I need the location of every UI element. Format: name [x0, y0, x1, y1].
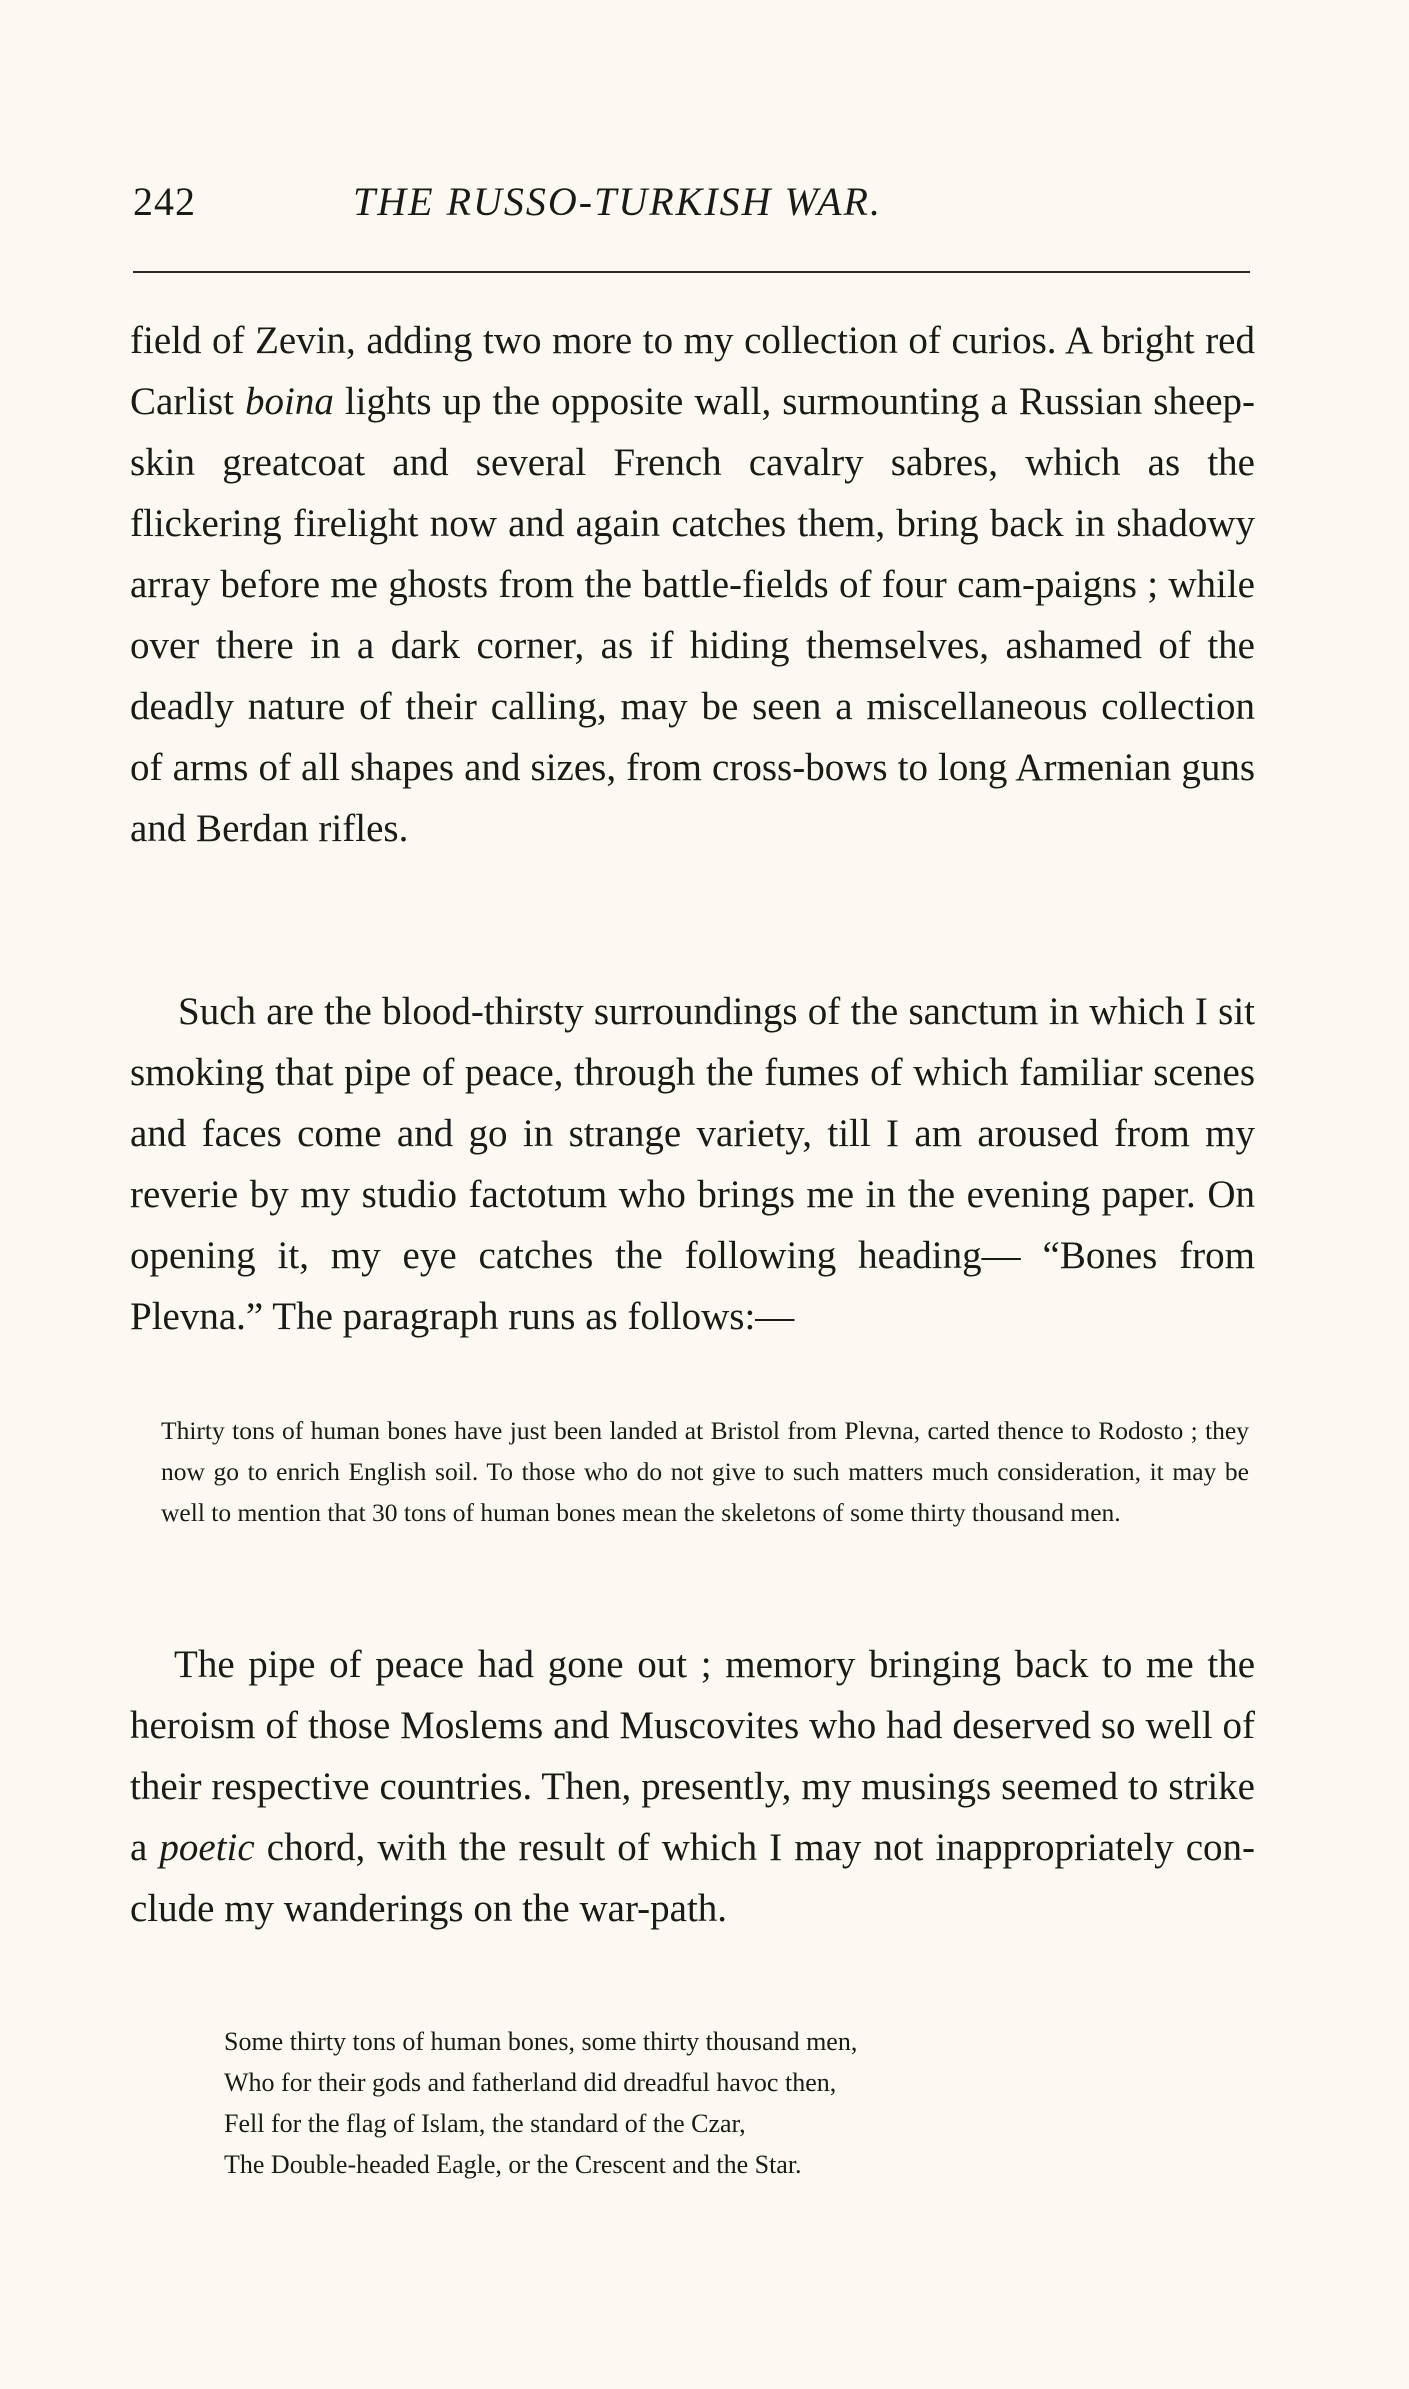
poem — [224, 2021, 1224, 2185]
poem-line: Fell for the flag of Islam, the standard of the Czar, — [224, 2109, 746, 2138]
paragraph-1-text-b: lights up the opposite wall, surmounting a Russian sheep-skin greatcoat and several French cavalry sabres, which as the flickering firelight now and again catches them, bring back in shadowy array before me ghosts from the battle-fields of four cam-paigns ; while over there in a dark corner, as if hiding themselves, ashamed of the deadly nature of their calling, may be seen a miscellaneous collection of arms of all shapes and sizes, from cross-bows to long Armenian guns and Berdan rifles. — [130, 380, 1255, 850]
newspaper-quote: Thirty tons of human bones have just been landed at Bristol from Plevna, carted thence to Rodosto ; they now go to enrich English soil. To those who do not give to such matters much consideration, it may be well to mention that 30 tons of human bones mean the skeletons of some thirty thousand men. — [161, 1416, 1249, 1527]
paragraph-1 — [130, 310, 1255, 859]
paragraph-1-text-a: field of Zevin, adding two more to my collection of curios. A bright red Carlist — [130, 319, 1255, 423]
paragraph-2: Such are the blood-thirsty surroundings of the sanctum in which I sit smoking that pipe of peace, through the fumes of which familiar scenes and faces come and go in strange variety, till I am aroused from my reverie by my studio factotum who brings me in the evening paper. On opening it, my eye catches the following heading— “Bones from Plevna.” The paragraph runs as follows:— — [130, 990, 1255, 1338]
paragraph-3-text-b: chord, with the result of which I may not inappropriately con-clude my wanderings on the war-path. — [130, 1826, 1256, 1930]
paragraph-3-italic-word: poetic — [159, 1826, 255, 1869]
poem-line: Who for their gods and fatherland did dreadful havoc then, — [224, 2068, 837, 2097]
poem-line: Some thirty tons of human bones, some thirty thousand men, — [224, 2027, 858, 2056]
paragraph-3-text-a: The pipe of peace had gone out ; memory bringing back to me the heroism of those Moslems and Muscovites who had deserved so well of their respective countries. Then, presently, my musings seemed to strike a — [130, 1643, 1255, 1869]
paragraph-3 — [130, 1634, 1255, 1939]
paragraph-1-italic-word: boina — [245, 380, 334, 423]
poem-line: The Double-headed Eagle, or the Crescent and the Star. — [224, 2150, 802, 2179]
page-number: 242 — [133, 179, 196, 224]
header-rule — [133, 271, 1250, 273]
running-title: THE RUSSO-TURKISH WAR. — [353, 179, 882, 224]
page-header — [133, 178, 1250, 234]
